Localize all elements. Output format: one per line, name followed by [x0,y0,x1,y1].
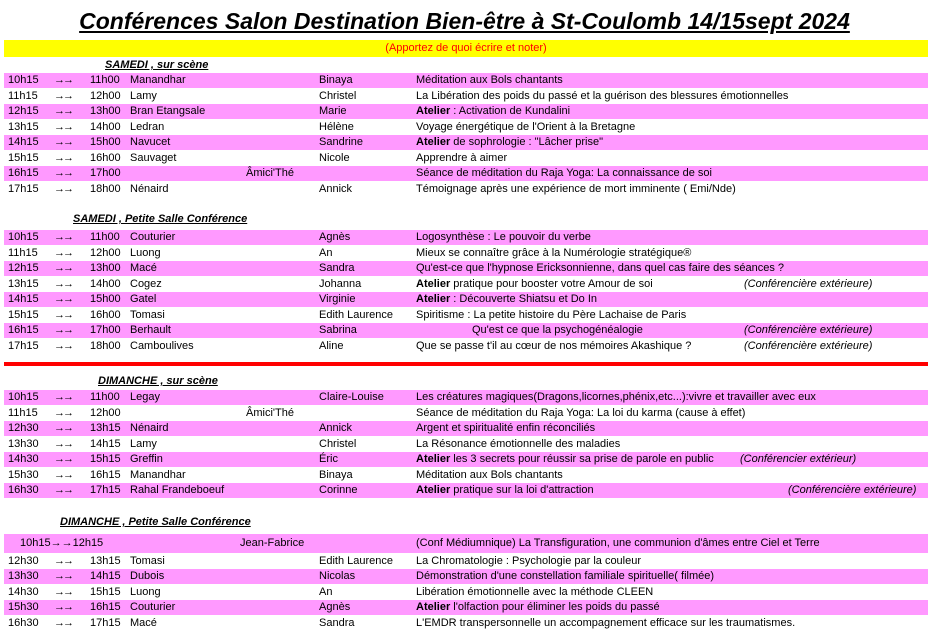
arrow-icon: →→ [54,105,72,117]
speaker-lastname: Couturier [130,231,176,243]
arrow-icon: →→ [54,585,72,598]
speaker-lastname: Navucet [130,136,171,148]
table-row [4,182,928,197]
end-time: 13h00 [90,262,121,274]
arrow-icon: →→ [54,437,72,450]
end-time: 13h15 [90,554,121,567]
table-row [4,230,928,245]
talk-topic: Méditation aux Bols chantants [416,468,563,481]
end-time: 16h00 [90,308,121,321]
start-time: 13h15 [8,277,39,290]
speaker-firstname: Binaya [319,468,353,481]
table-row [4,246,928,261]
speaker-firstname: Christel [319,437,357,450]
section-heading: DIMANCHE , Petite Salle Conférence [60,516,251,528]
atelier-label: Atelier [416,601,451,613]
speaker-lastname: Manandhar [130,468,186,481]
notice-banner: (Apportez de quoi écrire et noter) [4,40,928,57]
talk-topic: L'EMDR transpersonnelle un accompagnement efficace sur les traumatismes. [416,616,796,629]
table-row [4,135,928,150]
end-time: 18h00 [90,182,121,195]
arrow-icon: →→ [54,554,72,567]
table-row [4,437,928,452]
atelier-label: Atelier [416,105,451,117]
speaker-lastname: Lamy [130,437,157,450]
talk-topic: Voyage énergétique de l'Orient à la Bretagne [416,120,636,133]
speaker-firstname: Annick [319,422,353,434]
end-time: 13h15 [90,422,121,434]
table-row [4,390,928,405]
speaker-firstname: An [319,585,333,598]
start-time: 17h15 [8,339,39,352]
arrow-icon: →→ [54,167,72,179]
speaker-lastname: Tomasi [130,554,165,567]
arrow-icon: →→ [54,406,72,419]
speaker-lastname: Dubois [130,570,165,582]
table-row [4,554,928,569]
speaker-firstname: Christel [319,89,357,102]
table-row [4,406,928,421]
start-time: 12h15 [8,262,39,274]
speaker-lastname: Luong [130,246,161,259]
start-time: 12h30 [8,422,39,434]
section-heading: SAMEDI , sur scène [105,59,209,71]
speaker-firstname: Johanna [319,277,362,290]
start-time: 12h15 [8,105,39,117]
arrow-icon: →→ [54,570,72,582]
talk-topic: La Résonance émotionnelle des maladies [416,437,621,450]
arrow-icon: →→ [54,136,72,148]
table-row [4,323,928,338]
atelier-label: Atelier [416,293,451,305]
talk-topic: Mieux se connaître grâce à la Numérologie stratégique® [416,246,692,259]
end-time: 15h15 [90,585,121,598]
speaker-lastname: Couturier [130,601,176,613]
end-time: 17h15 [90,616,121,629]
talk-topic: (Conf Médiumnique) La Transfiguration, une communion d'âmes entre Ciel et Terre [416,537,820,549]
table-row [4,585,928,600]
talk-topic: Séance de méditation du Raja Yoga: La connaissance de soi [416,167,712,179]
table-row [4,73,928,88]
table-row [4,89,928,104]
speaker-firstname: Edith Laurence [319,554,393,567]
talk-topic: Spiritisme : La petite histoire du Père Lachaise de Paris [416,308,687,321]
time-range: 10h15→→12h15 [20,537,104,549]
start-time: 16h30 [8,484,39,496]
speaker-lastname: Greffin [130,453,163,465]
speaker-lastname: Tomasi [130,308,165,321]
table-row [4,421,928,436]
end-time: 14h15 [90,570,121,582]
talk-topic: Apprendre à aimer [416,151,508,164]
arrow-icon: →→ [54,601,72,613]
arrow-icon: →→ [54,89,72,102]
atelier-label: Atelier [416,453,451,465]
start-time: 17h15 [8,182,39,195]
arrow-icon: →→ [54,120,72,133]
atelier-label: Atelier [416,484,451,496]
speaker-firstname: Jean-Fabrice [240,537,305,549]
arrow-icon: →→ [54,246,72,259]
talk-topic: Atelier : Découverte Shiatsu et Do In [416,293,597,305]
speaker-lastname: Nénaird [130,182,169,195]
arrow-icon: →→ [54,324,72,336]
talk-topic: Libération émotionnelle avec la méthode CLEEN [416,585,654,598]
speaker-firstname: Edith Laurence [319,308,393,321]
start-time: 14h15 [8,136,39,148]
table-row [4,277,928,292]
speaker-firstname: Éric [319,453,338,465]
end-time: 14h00 [90,120,121,133]
table-row [4,261,928,276]
speaker-lastname: Âmici'Thé [246,167,294,179]
arrow-icon: →→ [54,391,72,403]
talk-topic: Démonstration d'une constellation familiale spirituelle( filmée) [416,570,715,582]
speaker-firstname: Marie [319,105,347,117]
speaker-firstname: Nicole [319,151,350,164]
speaker-origin-note: (Conférencière extérieure) [744,324,873,336]
page-title: Conférences Salon Destination Bien-être à St-Coulomb 14/15sept 2024 [79,8,850,34]
arrow-icon: →→ [54,616,72,629]
speaker-lastname: Gatel [130,293,157,305]
speaker-origin-note: (Conférencière extérieure) [744,277,873,290]
end-time: 11h00 [90,391,120,403]
start-time: 14h15 [8,293,39,305]
speaker-firstname: Binaya [319,74,353,86]
speaker-firstname: Sandra [319,262,355,274]
talk-topic: Logosynthèse : Le pouvoir du verbe [416,231,591,243]
table-row [4,569,928,584]
talk-topic: Les créatures magiques(Dragons,licornes,phénix,etc...):vivre et travailler avec eux [416,391,816,403]
speaker-firstname: Hélène [319,120,354,133]
start-time: 16h15 [8,324,39,336]
end-time: 15h00 [90,136,121,148]
end-time: 12h00 [90,246,121,259]
speaker-firstname: Annick [319,182,353,195]
start-time: 10h15 [8,391,39,403]
table-row [4,483,928,498]
talk-topic: Atelier pratique pour booster votre Amour de soi [416,277,653,290]
arrow-icon: →→ [54,484,72,496]
table-row [4,308,928,323]
start-time: 16h15 [8,167,39,179]
talk-topic: Argent et spiritualité enfin réconciliés [416,422,596,434]
start-time: 15h30 [8,601,39,613]
start-time: 15h15 [8,308,39,321]
speaker-firstname: Claire-Louise [319,391,384,403]
speaker-firstname: An [319,246,333,259]
atelier-label: Atelier [416,277,451,290]
table-row [4,616,928,631]
end-time: 12h00 [90,89,121,102]
table-row [4,534,928,553]
speaker-origin-note: (Conférencier extérieur) [740,453,857,465]
speaker-firstname: Sabrina [319,324,357,336]
speaker-lastname: Bran Etangsale [130,105,206,117]
speaker-lastname: Berhault [130,324,171,336]
end-time: 15h15 [90,453,121,465]
arrow-icon: →→ [54,453,72,465]
end-time: 12h00 [90,406,121,419]
arrow-icon: →→ [54,277,72,290]
start-time: 11h15 [8,246,38,259]
start-time: 15h30 [8,468,39,481]
speaker-lastname: Macé [130,262,157,274]
talk-topic: Témoignage après une expérience de mort imminente ( Emi/Nde) [416,182,736,195]
start-time: 10h15 [8,74,39,86]
table-row [4,151,928,166]
table-row [4,104,928,119]
speaker-firstname: Nicolas [319,570,356,582]
arrow-icon: →→ [54,468,72,481]
talk-topic: Atelier l'olfaction pour éliminer les poids du passé [416,601,660,613]
speaker-lastname: Lamy [130,89,157,102]
speaker-lastname: Sauvaget [130,151,177,164]
speaker-lastname: Legay [130,391,160,403]
end-time: 16h00 [90,151,121,164]
speaker-firstname: Virginie [319,293,356,305]
speaker-firstname: Agnès [319,601,351,613]
talk-topic: Méditation aux Bols chantants [416,74,563,86]
end-time: 14h15 [90,437,121,450]
arrow-icon: →→ [54,262,72,274]
talk-topic: Qu'est-ce que l'hypnose Ericksonnienne, dans quel cas faire des séances ? [416,262,785,274]
arrow-icon: →→ [54,182,72,195]
speaker-firstname: Sandrine [319,136,364,148]
arrow-icon: →→ [54,74,72,86]
speaker-firstname: Agnès [319,231,351,243]
talk-topic: Qu'est ce que la psychogénéalogie [472,324,643,336]
arrow-icon: →→ [54,422,72,434]
speaker-lastname: Âmici'Thé [246,406,294,419]
speaker-lastname: Cogez [130,277,162,290]
table-row [4,468,928,483]
speaker-lastname: Nénaird [130,422,169,434]
speaker-lastname: Rahal Frandeboeuf [130,484,225,496]
table-row [4,292,928,307]
start-time: 13h30 [8,437,39,450]
start-time: 14h30 [8,453,39,465]
start-time: 12h30 [8,554,39,567]
end-time: 17h00 [90,324,121,336]
talk-topic: Atelier : Activation de Kundalini [416,105,571,117]
end-time: 16h15 [90,468,121,481]
talk-topic: La Libération des poids du passé et la guérison des blessures émotionnelles [416,89,789,102]
table-row [4,120,928,135]
speaker-lastname: Camboulives [130,339,194,352]
speaker-origin-note: (Conférencière extérieure) [788,484,917,496]
talk-topic: Atelier les 3 secrets pour réussir sa prise de parole en public [416,453,714,465]
speaker-lastname: Luong [130,585,161,598]
section-heading: SAMEDI , Petite Salle Conférence [73,213,248,225]
talk-topic: Atelier pratique sur la loi d'attraction [416,484,594,496]
speaker-origin-note: (Conférencière extérieure) [744,339,873,352]
end-time: 16h15 [90,601,121,613]
end-time: 17h15 [90,484,121,496]
end-time: 11h00 [90,74,120,86]
start-time: 13h30 [8,570,39,582]
arrow-icon: →→ [54,151,72,164]
end-time: 17h00 [90,167,121,179]
end-time: 15h00 [90,293,121,305]
talk-topic: Atelier de sophrologie : "Lâcher prise" [416,136,603,148]
start-time: 16h30 [8,616,39,629]
speaker-lastname: Ledran [130,120,165,133]
end-time: 14h00 [90,277,121,290]
arrow-icon: →→ [54,293,72,305]
arrow-icon: →→ [54,339,72,352]
start-time: 13h15 [8,120,39,133]
start-time: 14h30 [8,585,39,598]
talk-topic: La Chromatologie : Psychologie par la couleur [416,554,642,567]
arrow-icon: →→ [54,308,72,321]
speaker-lastname: Macé [130,616,157,629]
table-row [4,339,928,354]
end-time: 11h00 [90,231,120,243]
section-heading: DIMANCHE , sur scène [98,375,218,387]
speaker-firstname: Sandra [319,616,355,629]
arrow-icon: →→ [54,231,72,243]
start-time: 11h15 [8,406,38,419]
end-time: 13h00 [90,105,121,117]
section-divider [4,362,928,366]
end-time: 18h00 [90,339,121,352]
speaker-firstname: Aline [319,339,344,352]
speaker-lastname: Manandhar [130,74,186,86]
talk-topic: Que se passe t'il au cœur de nos mémoires Akashique ? [416,339,692,352]
start-time: 11h15 [8,89,38,102]
talk-topic: Séance de méditation du Raja Yoga: La loi du karma (cause à effet) [416,406,746,419]
atelier-label: Atelier [416,136,451,148]
table-row [4,166,928,181]
table-row [4,600,928,615]
start-time: 10h15 [8,231,39,243]
start-time: 15h15 [8,151,39,164]
speaker-firstname: Corinne [319,484,358,496]
table-row [4,452,928,467]
